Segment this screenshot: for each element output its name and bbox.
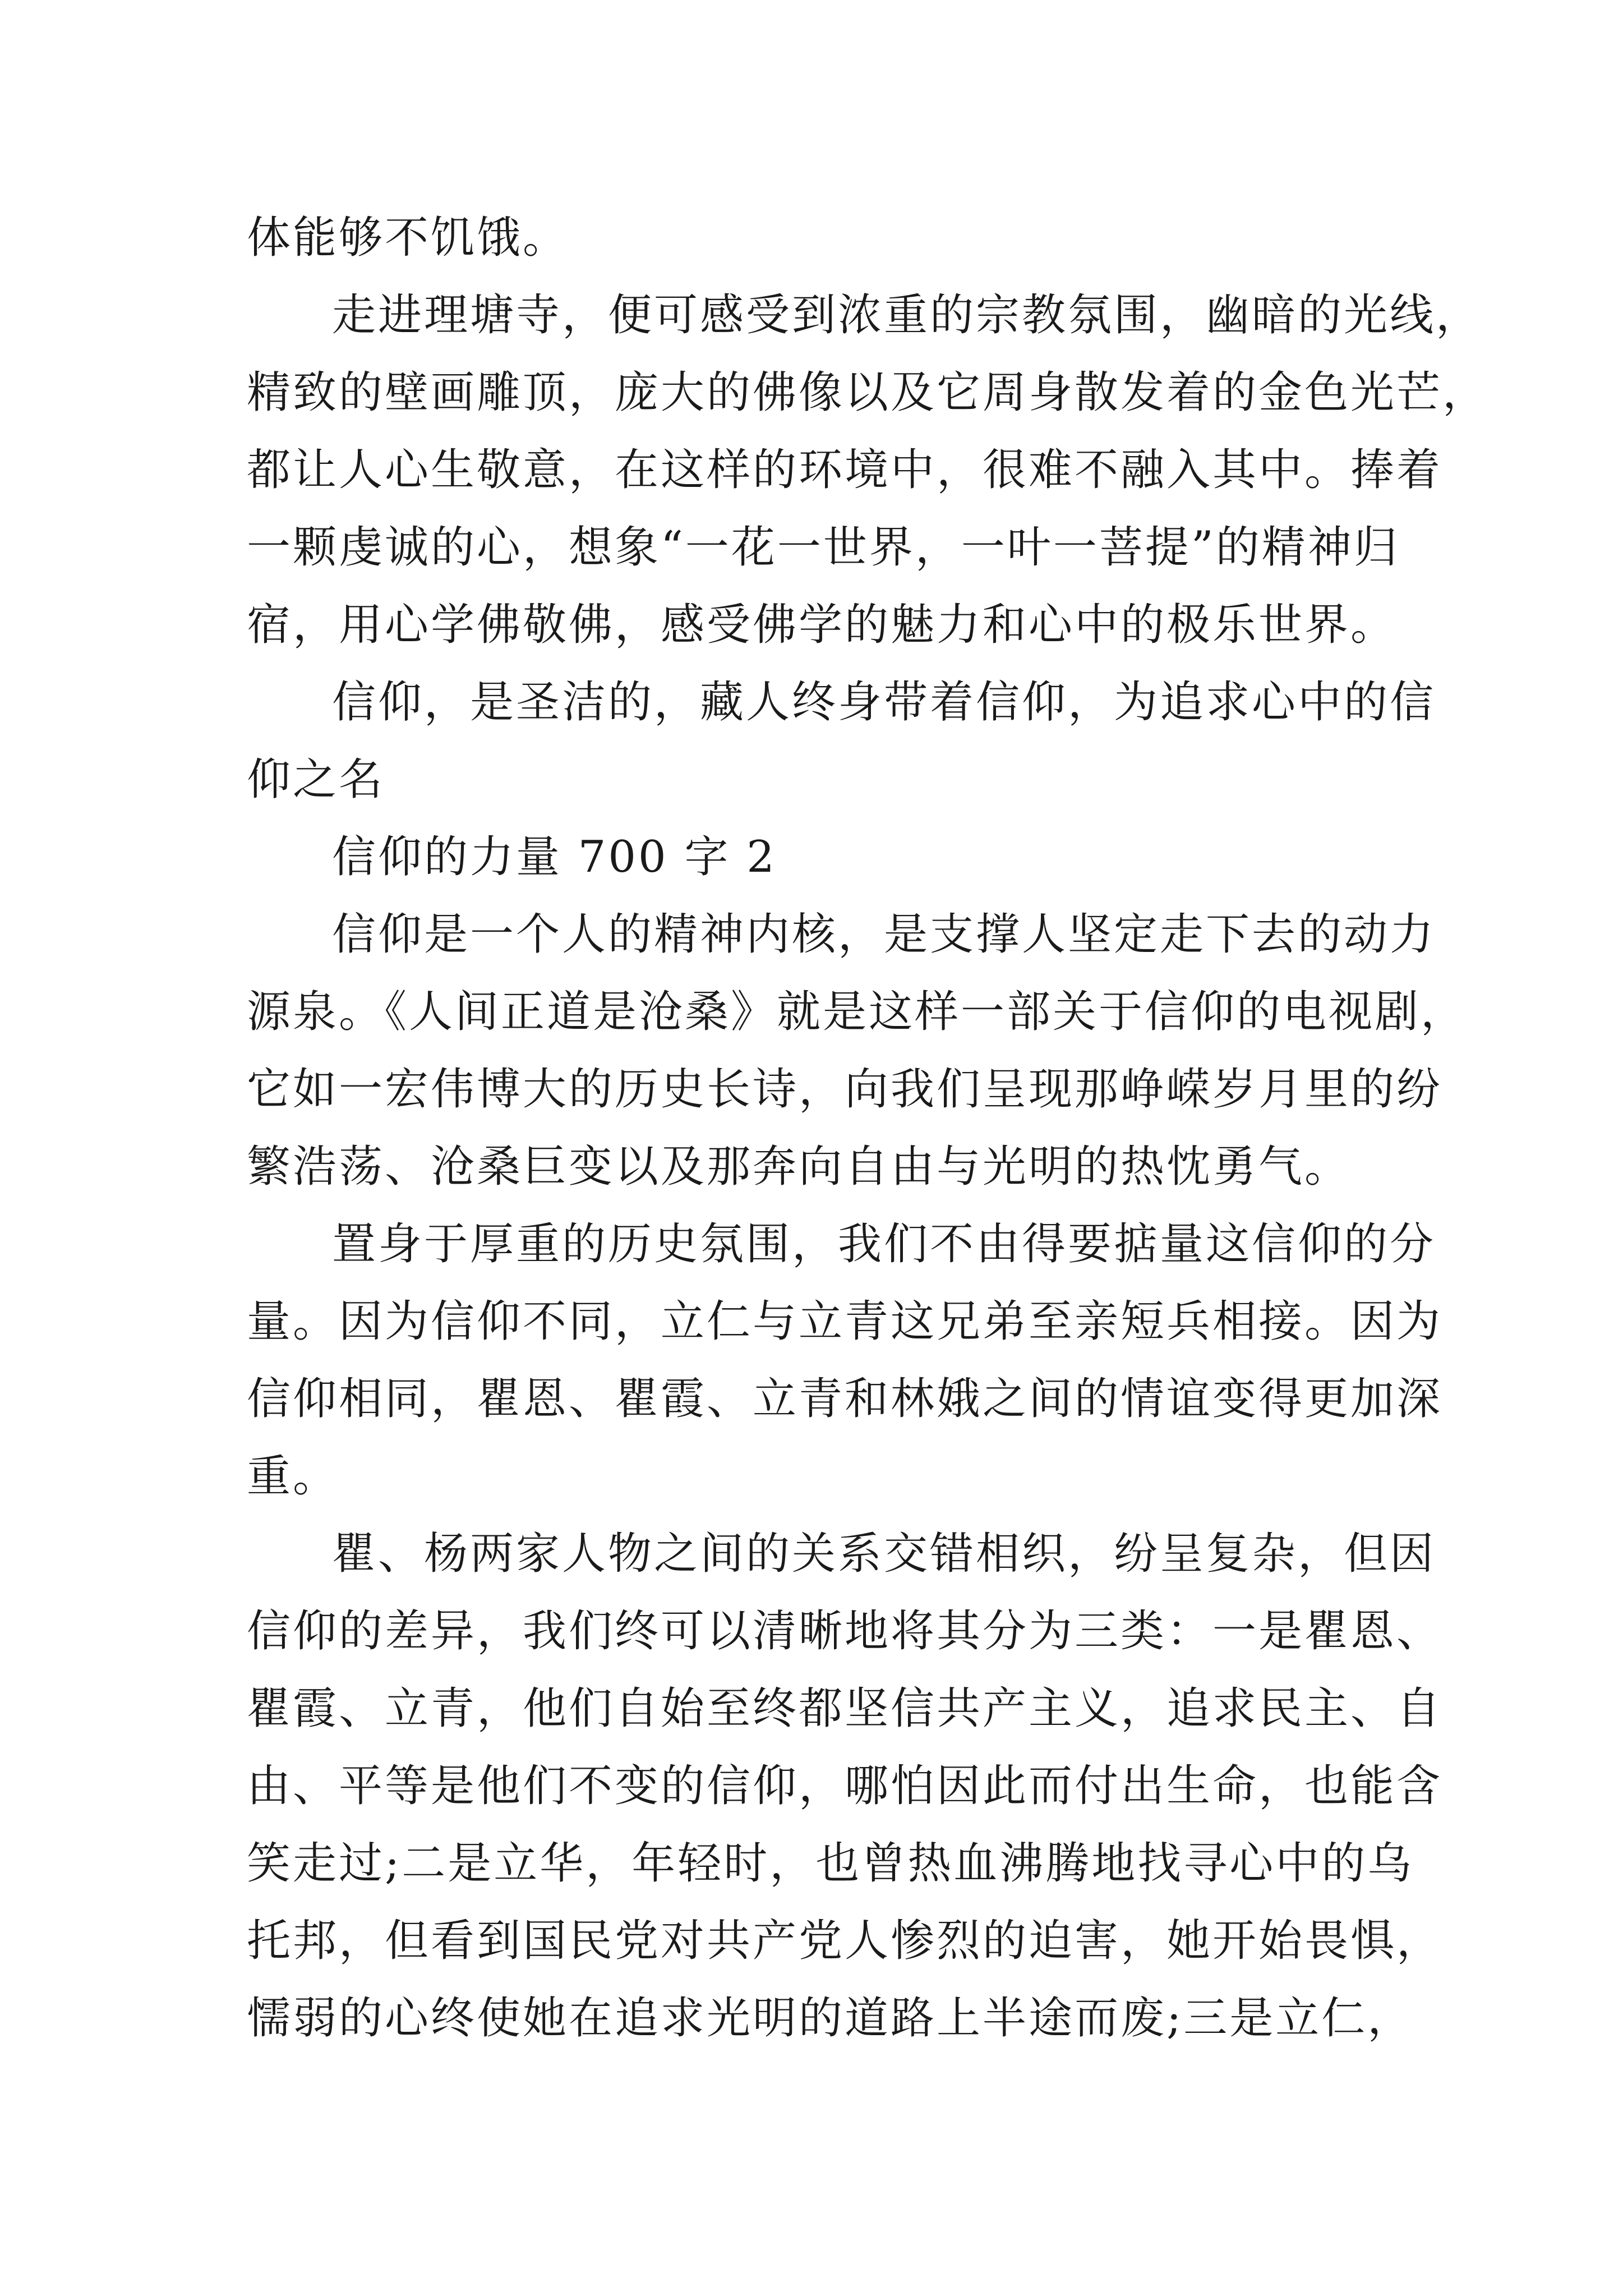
heading-line: 信仰的力量 700 字 2 xyxy=(332,832,777,882)
text-line: 仰之名 xyxy=(247,754,385,805)
text-line: 体能够不饥饿。 xyxy=(247,213,569,263)
text-line: 懦弱的心终使她在追求光明的道路上半途而废;三是立仁， xyxy=(247,1993,1414,2044)
document-body xyxy=(247,199,1489,2057)
text-line: 重。 xyxy=(247,1451,339,1502)
text-line: 宿，用心学佛敬佛，感受佛学的魅力和心中的极乐世界。 xyxy=(247,600,1397,650)
text-line: 走进理塘寺，便可感受到浓重的宗教氛围，幽暗的光线， xyxy=(332,290,1482,341)
text-line: 信仰的差异，我们终可以清晰地将其分为三类：一是瞿恩、 xyxy=(247,1606,1443,1657)
text-line: 笑走过;二是立华，年轻时，也曾热血沸腾地找寻心中的乌 xyxy=(247,1838,1414,1889)
text-line: 瞿霞、立青，他们自始至终都坚信共产主义，追求民主、自 xyxy=(247,1683,1443,1734)
text-line: 信仰相同，瞿恩、瞿霞、立青和林娥之间的情谊变得更加深 xyxy=(247,1374,1443,1424)
paragraph-2 xyxy=(247,277,1489,664)
text-line: 它如一宏伟博大的历史长诗，向我们呈现那峥嵘岁月里的纷 xyxy=(247,1064,1443,1115)
text-line: 信仰是一个人的精神内核，是支撑人坚定走下去的动力 xyxy=(332,909,1436,960)
text-line: 瞿、杨两家人物之间的关系交错相织，纷呈复杂，但因 xyxy=(332,1529,1436,1579)
section-heading xyxy=(247,818,1424,896)
text-line: 信仰，是圣洁的，藏人终身带着信仰，为追求心中的信 xyxy=(332,677,1436,728)
text-line: 一颗虔诚的心，想象“一花一世界，一叶一菩提”的精神归 xyxy=(247,522,1400,573)
paragraph-4 xyxy=(247,896,1467,1205)
text-line: 量。因为信仰不同，立仁与立青这兄弟至亲短兵相接。因为 xyxy=(247,1296,1443,1347)
text-line: 精致的壁画雕顶，庞大的佛像以及它周身散发着的金色光芒， xyxy=(247,367,1489,418)
text-line: 托邦，但看到国民党对共产党人惨烈的迫害，她开始畏惧， xyxy=(247,1916,1443,1966)
paragraph-6 xyxy=(247,1515,1443,2057)
paragraph-1 xyxy=(247,199,1424,277)
text-line: 都让人心生敬意，在这样的环境中，很难不融入其中。捧着 xyxy=(247,445,1443,495)
paragraph-3 xyxy=(247,664,1436,818)
text-line: 由、平等是他们不变的信仰，哪怕因此而付出生命，也能含 xyxy=(247,1761,1443,1811)
paragraph-5 xyxy=(247,1205,1443,1515)
text-line: 置身于厚重的历史氛围，我们不由得要掂量这信仰的分 xyxy=(332,1219,1436,1269)
text-line: 繁浩荡、沧桑巨变以及那奔向自由与光明的热忱勇气。 xyxy=(247,1142,1351,1192)
text-line: 源泉。《人间正道是沧桑》就是这样一部关于信仰的电视剧， xyxy=(247,987,1467,1037)
